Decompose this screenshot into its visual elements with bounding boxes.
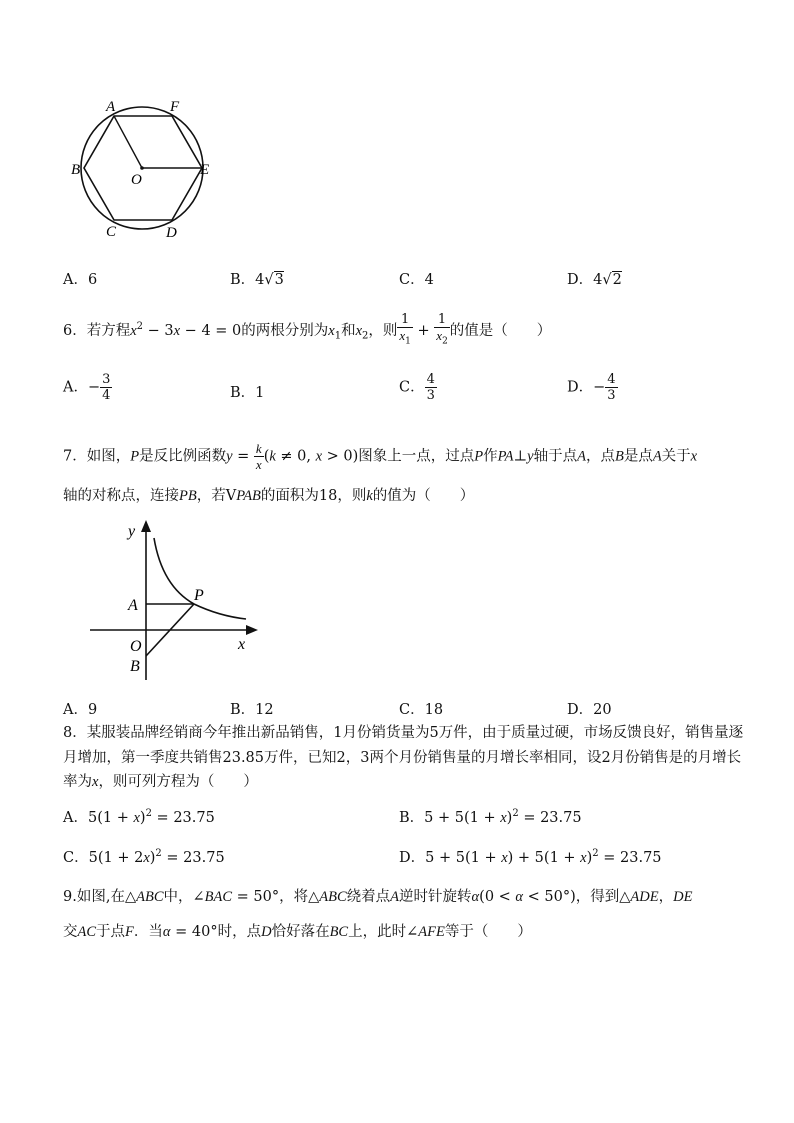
- q5-option-a[interactable]: A．6: [63, 272, 98, 288]
- q8-line2: 月增加，第一季度共销售23.85万件，已知2，3两个月份销售量的月增长率相同，设2月份销售是的月增长: [63, 750, 742, 766]
- q8-option-d[interactable]: D．$5 + 5(1 + x) + 5(1 + x)^2 = 23.75$: [399, 848, 662, 866]
- label-p: P: [194, 587, 204, 604]
- q5-option-d-value: 4√2: [593, 272, 622, 288]
- label-c: C: [106, 224, 117, 240]
- q8-option-a[interactable]: A．$5(1 + x)^2 = 23.75$: [63, 808, 215, 826]
- q8-line3: 率为x，则可列方程为（ ）: [63, 774, 258, 790]
- label-d: D: [166, 225, 177, 241]
- q5-option-c-value: 4: [424, 272, 434, 288]
- q8-line1: 8．某服装品牌经销商今年推出新品销售，1月份销货量为5万件，由于质量过硬，市场反馈良好，销售量逐: [63, 725, 744, 741]
- label-o: O: [131, 172, 142, 188]
- label-f: F: [170, 99, 180, 115]
- q5-option-d[interactable]: D．4√2: [567, 272, 622, 288]
- q7-option-d[interactable]: D．20: [567, 702, 612, 718]
- segment-ao: [114, 116, 142, 168]
- label-e: E: [200, 162, 210, 178]
- x-axis-arrow: [246, 625, 258, 635]
- y-axis-arrow: [141, 520, 151, 532]
- q9-line2: 交AC于点F．当α = 40°时，点D恰好落在BC上，此时∠AFE等于（ ）: [63, 924, 532, 940]
- q6-option-b[interactable]: B．1: [230, 385, 265, 401]
- q5-option-b[interactable]: B．4√3: [230, 272, 284, 288]
- label-x: x: [238, 636, 246, 653]
- q8-option-c[interactable]: C．$5(1 + 2x)^2 = 23.75$: [63, 848, 225, 866]
- q6-option-c[interactable]: C． $\frac{4}{3}$: [399, 372, 435, 403]
- label-b: B: [130, 658, 140, 675]
- q7-option-a[interactable]: A．9: [63, 702, 98, 718]
- center-point: [140, 166, 144, 170]
- q7-option-c[interactable]: C．18: [399, 702, 444, 718]
- q6-option-a[interactable]: A．− $\frac{3}{4}$: [63, 372, 111, 403]
- q7-stem-line2: 轴的对称点，连接PB，若VPAB的面积为18，则k的值为（ ）: [63, 488, 475, 504]
- reciprocal-function-figure: [84, 516, 264, 686]
- label-b: B: [71, 162, 81, 178]
- q5-option-b-value: 4√3: [255, 272, 284, 288]
- q7-option-b[interactable]: B．12: [230, 702, 274, 718]
- q6-option-d[interactable]: D．− $\frac{4}{3}$: [567, 372, 616, 403]
- hyperbola-curve: [154, 538, 246, 619]
- q9-line1: 9.如图,在△ABC中，∠BAC = 50°，将△ABC绕着点A逆时针旋转α(0 < α < 50°)，得到△ADE，DE: [63, 889, 693, 905]
- q5-option-c[interactable]: C．4: [399, 272, 434, 288]
- hexagon-circle-figure: [66, 96, 226, 246]
- q8-option-b[interactable]: B．$5 + 5(1 + x)^2 = 23.75$: [399, 808, 582, 826]
- label-a: A: [128, 597, 138, 614]
- label-a: A: [106, 99, 116, 115]
- label-o: O: [130, 638, 142, 655]
- q7-stem-line1: 7．如图，P是反比例函数y = $\frac{k}{x}$ (k ≠ 0, x > 0)图象上一点，过点P作PA⊥y轴于点A，点B是点A关于x: [63, 441, 698, 472]
- q6-stem: 6．若方程$x^2 - 3x - 4 = 0$的两根分别为$x_1$和$x_2$，则 $\frac{1}{x_1}$ + $\frac{1}{x_2}$ 的值是（ ）: [63, 312, 552, 347]
- label-y: y: [128, 523, 136, 540]
